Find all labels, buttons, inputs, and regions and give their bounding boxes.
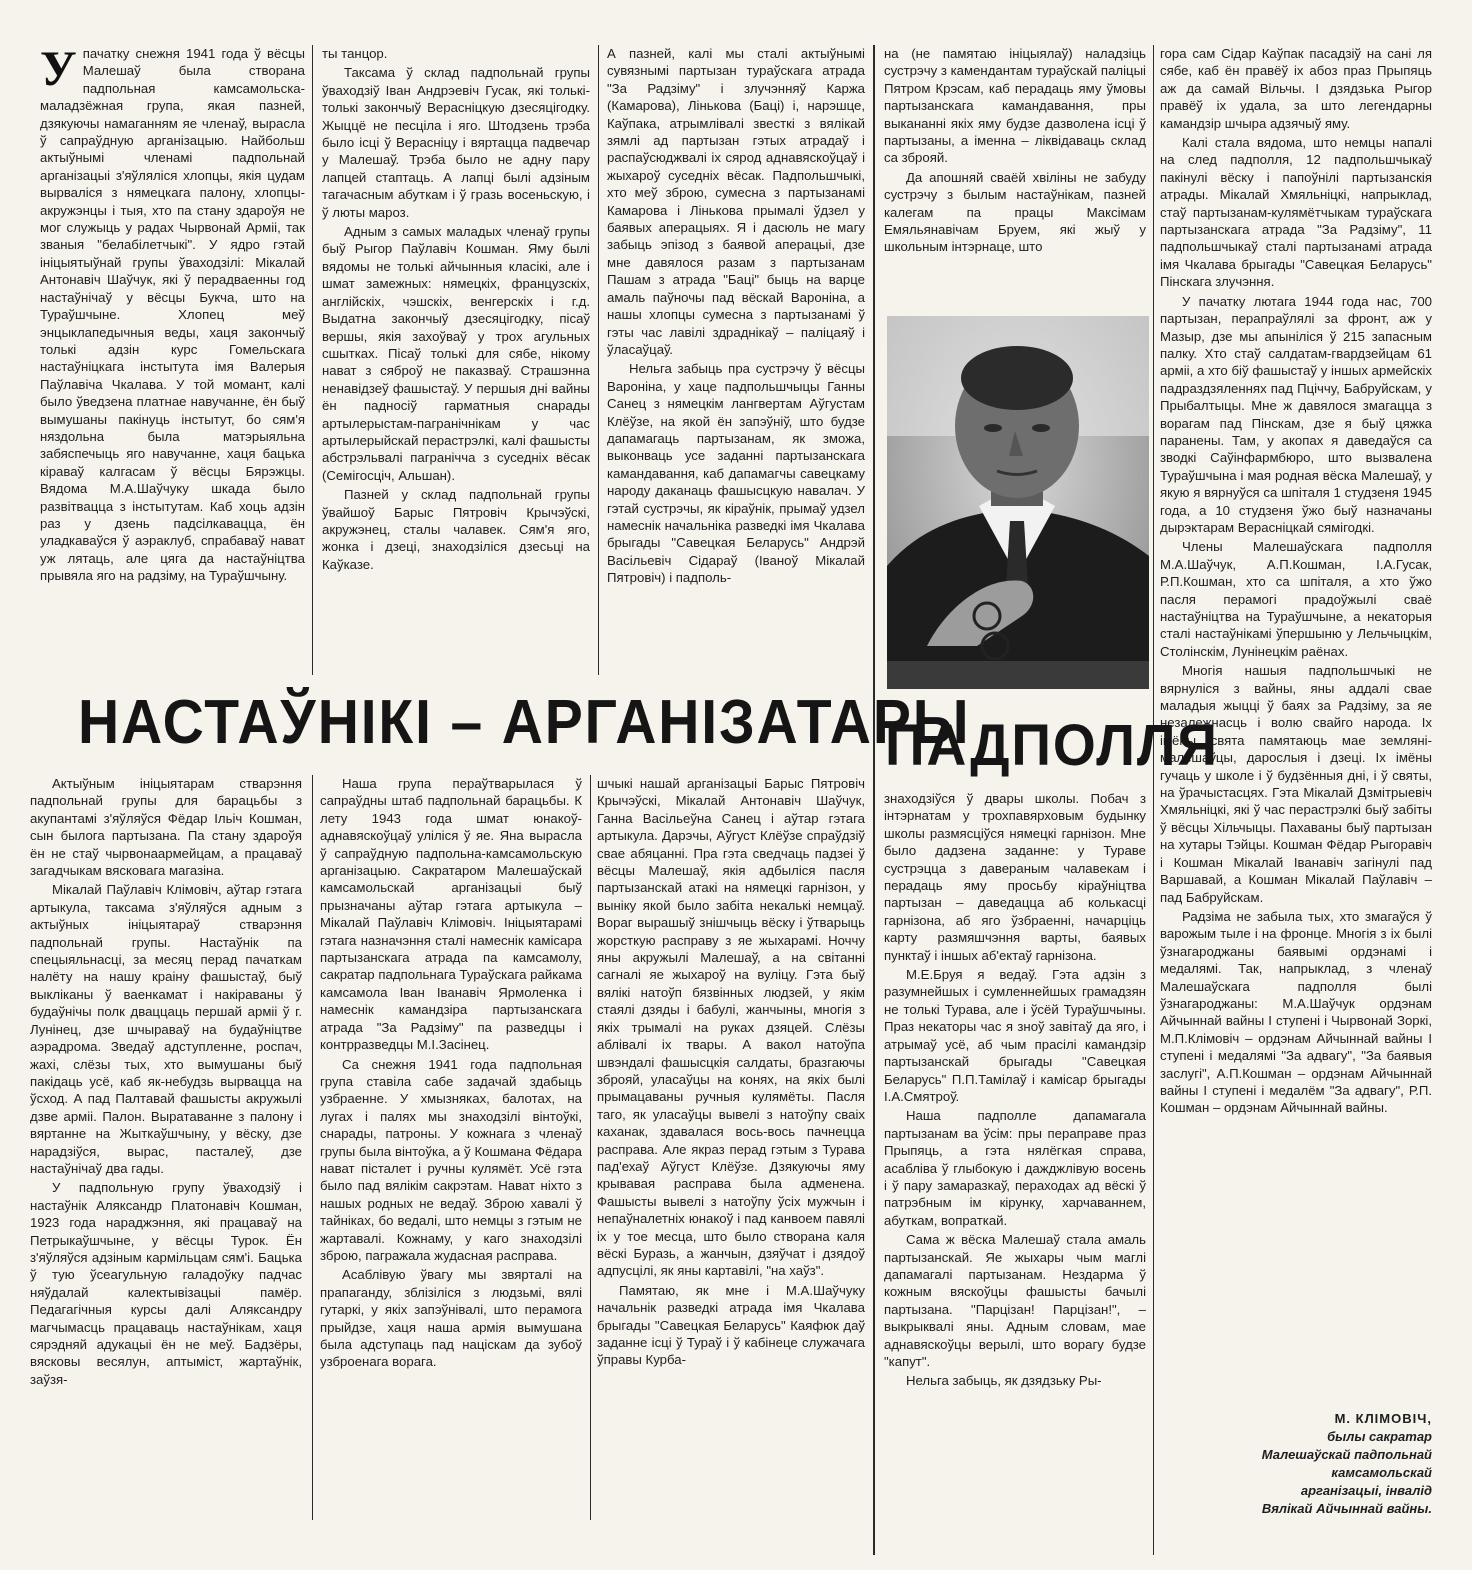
portrait-photo: [887, 316, 1149, 689]
paragraph: Мікалай Паўлавіч Клімовіч, аўтар гэтага артыкула, таксама з'яўляўся адным з актыўных ініцыятараў стварэння падпольнай групы. Настаўнік па спецыяльнасці, за месяц перад пачаткам налёту на нашу краіну фашыстаў, быў выкліканы ў ваенкамат і накіраваны ў будаўнічы полк дваццаць першай арміі ў г. Лунінец, дзе шчыраваў на будаўніцтве аэрадрома. Зведаў адступленне, роспач, жахі, слёзы тых, хто вымушаны быў пакідаць усё, каб як-небудзь вырвацца на ўсход. А пад Палтавай фашысты акружылі дзве арміі. Палон. Выратаванне з палону і вяртанне на Жыткаўшчыну, у вёску, дзе нарадзіўся, вырас, пасталеў, дзе настаўнічаў два гады.: [30, 882, 302, 1176]
author-signature: [1160, 1410, 1432, 1518]
headline-part-2: ПАДПОЛЛЯ: [885, 713, 1219, 778]
paragraph: Нельга забыць, як дзядзьку Ры-: [906, 1373, 1102, 1389]
column-rule: [1153, 45, 1154, 1555]
author-title-line: камсамольскай: [1331, 1465, 1432, 1480]
paragraph: Да апошняй сваёй хвіліны не забуду сустрэчу з былым настаўнікам, пазней калегам па працы Максімам Емяльянавічам Бруем, які жыў у школьным інтэрнаце, што: [884, 169, 1146, 255]
paragraph: ты танцор.: [322, 46, 388, 61]
paragraph: Памятаю, як мне і М.А.Шаўчуку начальнік разведкі атрада імя Чкалава брыгады "Савецкая Беларусь" Каяфюк даў заданне ісці ў Тураў і ў кабінеце служачага ўправы Курба-: [597, 1282, 865, 1368]
paragraph: Калі стала вядома, што немцы напалі на след падполля, 12 падпольшчыкаў пакінулі вёску і папоўнілі партызанскія атрады. Мікалай Хмяльніцкі, напрыклад, стаў партызанам-кулямётчыкам тураўскага партызанскага атрада "За Радзіму", 11 падпольшчыкаў сталі партызанамі атрада імя Чкалава брыгады "Савецкая Беларусь" Пінскага злучэння.: [1160, 135, 1432, 290]
article-column-2: [322, 45, 590, 675]
paragraph: Пазней у склад падпольнай групы ўвайшоў Барыс Пятровіч Крычэўскі, акружэнец, сталы чалавек. Сям'я яго, жонка і дзеці, знаходзіліся дзесьці на Каўказе.: [322, 487, 590, 572]
paragraph: Таксама ў склад падпольнай групы ўваходзіў Іван Андрэевіч Гусак, які толькі-толькі закончыў Верасніцкую дзесяцігодку. Жыццё не песціла і яго. Штодзень трэба было ісці ў Верасніцу і вяртацца падвечар у Малешаў. Трэба было не адну пару лапцей стаптаць. А лапці былі адзіным тагачасным абуткам і ў гразь восеньскую, і ў люты мароз.: [322, 65, 590, 220]
dropcap: У: [40, 45, 77, 96]
paragraph: шчыкі нашай арганізацыі Барыс Пятровіч Крычэўскі, Мікалай Антонавіч Шаўчук, Ганна Васільеўна Санец і аўтар гэтага артыкула. Дарэчы, Аўгуст Клёўзе спраўдзіў свае абяцанні. Пра гэта сведчаць падзеі ў вёсцы Малешаў, якія адбыліся пасля партызанскай атакі на нямецкі гарнізон, у выніку якой было забіта некалькі немцаў. Вораг вырашыў знішчыць вёску і ўтварыць жорсткую расправу з яе жыхарамі. Ноччу яны акружылі Малешаў, а на світанні сагналі яе жыхароў на вуліцу. Гэта быў вялікі натоўп бязвінных людзей, у якім стаялі дзяды і бабулі, жанчыны, многія з якіх трымалі на руках дзяцей. Слёзы аблівалі іх твары. А вакол натоўпа швэндалі фашысцкія салдаты, бразгаючы зброяй, уласаўцы на конях, на якіх былі прымацаваны ручныя кулямёты. Пасля таго, як уласаўцы вывелі з натоўпу сваіх каханак, здавалася вось-вось пачнецца расправа. Але якраз перад гэтым з Турава пад'ехаў Аўгуст Клёўзе. Дзякуючы яму крывавая расправа была адменена. Фашысты вывелі з натоўпу ўсіх мужчын і непаўналетніх юнакоў і пад канвоем павялі іх у тое месца, што было створана каля вёскі Буразь, а жанчын, дзяўчат і дзядоў адпусцілі, як яны картавілі, "на хаўз".: [597, 776, 865, 1279]
paragraph: Многія нашыя падпольшчыкі не вярнуліся з вайны, яны аддалі свае маладыя жыцці ў баях за Радзіму, за яе незалежнасць і волю свайго народа. Іх імёны свята памятаюць мае земляні-малешаўцы, дарослыя і дзеці. Іх імёны гучаць у школе і ў будзённыя дні, і ў святы, на ўрачыстасцях. Гэта Мікалай Дзмітрыевіч Хмяльніцкі, які ў час перастрэлкі быў забіты ў вёсцы Хільчыцы. Пахаваны быў партызан на хутары Тэйцы. Кошман Фёдар Рыгоравіч і Кошман Мікалай Іванавіч загінулі пад Варшавай, а Кошман Мікалай Паўлавіч – пад Бабруйскам.: [1160, 663, 1432, 905]
article-column-4: [884, 45, 1146, 310]
column-rule: [312, 775, 313, 1520]
article-column-8: [597, 775, 865, 1520]
paragraph: пачатку снежня 1941 года ў вёсцы Малешаў была створана падпольная камсамольска-маладзёжная група, якая пазней, дзякуючы намаганням яе членаў, вырасла ў сапраўдную арганізацыю. Найбольш актыўнымі членамі падпольнай арганізацыі з'яўляліся хлопцы, якія цудам вырваліся з нямецкага палону, хлопцы-акружэнцы і тыя, хто па стану здароўя не мог служыць у радах Чырвонай Арміі, так званыя "белабілетчыкі". У ядро гэтай ініцыятыўнай групы ўваходзілі: Мікалай Антонавіч Шаўчук, які ў перадваенны год настаўнічаў у вёсцы Букча, што на Тураўшчыне. Хлопец меў энцыклапедычныя веды, хаця закончыў толькі адзін курс Гомельскага настаўніцкага інстытута імя Валерыя Паўлавіча Чкалава. У той момант, калі было ўведзена платнае навучанне, ён быў вымушаны пакінуць інстытут, бо сям'я няздольна была матэрыяльна забяспечыць яго навучанне, хаця бацька кіраваў калгасам ў вёсцы Бярэжцы. Вядома М.А.Шаўчуку шкада было развітвацца з інстытутам. Каб хоць адзін раз у дзень падсілкавацца, ён уладкаваўся ў аэраклуб, спрабаваў нават уж лятаць, але цяга да настаўніцтва прывяла яго на радзіму, на Тураўшчыну.: [40, 46, 305, 584]
paragraph: М.Е.Бруя я ведаў. Гэта адзін з разумнейшых і сумленнейшых грамадзян не толькі Турава, але і ўсёй Тураўшчыны. Праз некаторы час я зноў завітаў да яго, і атрымаў усё, аб чым прасілі камандзір партызанскай брыгады "Савецкая Беларусь" П.П.Тамілаў і камісар брыгады І.А.Смятроў.: [884, 967, 1146, 1104]
paragraph: Актыўным ініцыятарам стварэння падпольнай групы для барацьбы з акупантамі з'яўляўся Фёдар Ільіч Кошман, сын былога партызана. Па стану здароўя ён не стаў чырвонаармейцам, а працаваў загадчыкам вясковага магазіна.: [30, 776, 302, 879]
paragraph: Адным з самых маладых членаў групы быў Рыгор Паўлавіч Кошман. Яму былі вядомы не толькі айчынныя класікі, але і шмат замежных: нямецкіх, французскіх, англійскіх, чэшскіх, венгерскіх і г.д. Выдатна закончыў дзесяцігодку, пісаў вершы, якія захоўваў у трох агульных сшытках. Пісаў толькі для сябе, нікому нават з сяброў не паказваў. Страшэнна ненавідзеў фашыстаў. У першыя дні вайны ён падносіў гарматныя снарады артылерыстам-пагранічнікам у час артылерыйскай перастрэлкі, калі фашысты абстрэльвалі пагранічча з суседніх вёсак (Семігосціч, Альшан).: [322, 224, 590, 483]
article-column-1: [40, 45, 305, 675]
headline-part-1: НАСТАЎНІКІ – АРГАНІЗАТАРЫ: [78, 688, 971, 757]
paragraph: Наша падполле дапамагала партызанам ва ўсім: пры пераправе праз Прыпяць, а гэта нялёгкая справа, асабліва ў глыбокую і дажджлівую восень і ў пару замаразкаў, пераходах ад вёскі ў патрэбным ім кірунку, харчаваннем, абуткам, вопраткай.: [884, 1108, 1146, 1228]
paragraph: Са снежня 1941 года падпольная група ставіла сабе задачай здабыць узбраенне. У хмызняках, балотах, на лугах і палях мы знаходзілі вінтоўкі, снарады, патроны. У кожнага з членаў групы была вінтоўка, а ў Кошмана Фёдара нават пісталет і ручны кулямёт. Усё гэта было пад вялікім сакрэтам. Нават ніхто з нашых родных не ведаў. Зброю хавалі ў тайніках, бо ведалі, што немцы з гэтым не жартавалі. Кожнаму, у каго знаходзілі зброю, пагражала жудасная расправа.: [320, 1056, 582, 1263]
column-rule: [598, 45, 599, 675]
author-title-line: былы сакратар: [1327, 1429, 1432, 1444]
article-column-9: [884, 790, 1146, 1530]
column-rule: [590, 775, 591, 1520]
paragraph: Члены Малешаўскага падполля М.А.Шаўчук, А.П.Кошман, І.А.Гусак, Р.П.Кошман, хто са шпіталя, а хто ўжо пасля перамогі прадоўжылі сваё настаўніцтва на Тураўшчыне, а некаторыя сталі настаўнікамі ўпершыню у Лельчыцкім, Столінскім, Лунінецкім раёнах.: [1160, 539, 1432, 659]
author-title-line: Малешаўскай падпольнай: [1261, 1447, 1432, 1462]
paragraph: гора сам Сідар Каўпак пасадзіў на сані ля сябе, каб ён правёў іх абоз праз Прыпяць аж да самай Вільчы. І дзядзька Рыгор правёў іх удала, за што легендарны камандзір шчыра адзячыў яму.: [1160, 46, 1432, 131]
paragraph: знаходзіўся ў двары школы. Побач з інтэрнатам у трохпавярховым будынку школы размясціўся нямецкі гарнізон. Мне было дадзена заданне: у Тураве сустрэцца з даверaным чалавекам і перадаць яму просьбу кіраўніцтва партызан – даведацца аб колькасці гарнізона, аб яго ўзбраенні, начарціць карту размяшчэння варты, баявых пунктаў і іншых аб'ектаў гарнізона.: [884, 791, 1146, 963]
paragraph: Нельга забыць пра сустрэчу ў вёсцы Вароніна, у хаце падпольшчыцы Ганны Санец з нямецкім лангвертам Аўгустам Клёўзе, на якой ён запэўніў, што будзе дапамагаць партызанам, як зможа, выконваць усе заданні партызанскага камандавання, каб дапамагчы савецкаму народу даканаць фашысцкую навалач. У гэтай сустрэчы, як кіраўнік, прымаў удзел намеснік начальніка разведкі імя Чкалава брыгады "Савецкая Беларусь" Андрэй Васільевіч Сідараў (Іваноў Мікалай Пятровіч) і падполь-: [607, 361, 865, 586]
paragraph: Наша група пераўтварылася ў сапраўдны штаб падпольнай барацьбы. К лету 1943 года шмат юнакоў-аднавяскоўцаў уліліся ў яе. Яна вырасла ў сапраўдную падпольна-камсамольскую арганізацыю. Сакратаром Малешаўскай камсамольскай арганізацыі быў прызначаны аўтар гэтага артыкула – Мікалай Паўлавіч Клімовіч. Ініцыятарамі гэтага назначэння сталі намеснік камісара партызанскага атрада па камсамолу, сакратар падпольнага Тураўскага райкама камсамола Іван Іванавіч Ярмоленка і намеснік камандзіра партызанскага атрада "За Радзіму" па разведцы і контрразведцы М.І.Засінец.: [320, 776, 582, 1053]
author-name: М. КЛІМОВІЧ,: [1334, 1411, 1432, 1426]
article-column-6: [30, 775, 302, 1520]
paragraph: У пачатку лютага 1944 года нас, 700 партызан, перапраўлялі за фронт, аж у Мазыр, дзе мы апыніліся ў 215 запасным палку. Хто стаў салдатам-гвардзейцам 61 арміі, а хто біў фашыстаў у іншых армейскіх падраздзяленнях пад Пціччу, Бабруйскам, у Прыбалтыцы. Мне ж давялося змагацца з ворагам пад Пінскам, дзе я быў цяжка паранены. Там, у акопах я даведаўся са зводкі Саўінфармбюро, што вызвалена Тураўшчына і мая родная вёска Малешаў, у якую я вярнуўся са шпіталя 1 студзеня 1945 года, а 10 студзеня ўжо быў назначаны дырэктарам Верасніцкай сямігодкі.: [1160, 293, 1432, 535]
paragraph: Сама ж вёска Малешаў стала амаль партызанскай. Яе жыхары чым маглі дапамагалі партызанам. Нездарма ў кожным вяскоўцы фашысты бачылі партызана. "Парцізан! Парцізан!", – выкрыквалі яны. Адным словам, мае аднавяскоўцы верылі, што ворагу будзе "капут".: [884, 1232, 1146, 1369]
paragraph: А пазней, калі мы сталі актыўнымі сувязнымі партызан тураўскага атрада "За Радзіму" і злучэнняў Каржа (Камарова), Лінькова (Баці) і, нарэшце, Каўпака, атрымлівалі звесткі з вялікай зямлі ад партызан гэтых атрадаў і распаўсюджвалі іх сярод аднавяскоўцаў і жыхароў суседніх вёсак. Падпольшчыкі, хто меў зброю, сумесна з партызанамі Камарова і Лінькова прымалі ўдзел у баявых аперацыях. Я і дасюль не магу забыць эпізод з баявой аперацыі, дзе мне давялося разам з партызанам Пашам з атрада "Баці" быць на варце амаль паўночы пад вёскай Вароніна, а нашы хлопцы сумесна з партызанамі ў гэты час лавілі здраднікаў – паліцаяў і ўласаўцаў.: [607, 46, 865, 357]
column-rule: [873, 45, 875, 1555]
portrait-image: [887, 316, 1149, 689]
paragraph: У падпольную групу ўваходзіў і настаўнік Аляксандр Платонавіч Кошман, 1923 года нараджэння, які працаваў на Петрыкаўшчыне, у вёсцы Турок. Ён з'яўляўся адзіным кармільцам сям'і. Бацька ў тую ўсеагульную галадоўку падчас няўдалай калектывізацыі памёр. Педагагічныя курсы далі Аляксандру магчымасць працаваць настаўнікам, хаця сярэдняй адукацыі ён не меў. Бадзёры, вясковы весялун, аптыміст, жартаўнік, заўзя-: [30, 1180, 302, 1387]
column-rule: [312, 45, 313, 675]
article-column-3: [607, 45, 865, 685]
article-column-7: [320, 775, 582, 1520]
paragraph: Асаблівую ўвагу мы звярталі на прапаганду, зблізіліся з людзьмі, вялі гутаркі, у якіх запэўнівалі, што перамога прыйдзе, хаця наша армія вымушана была адступаць пад націскам да зубоў узброенага ворага.: [320, 1267, 582, 1370]
paragraph: на (не памятаю ініцыялаў) наладзіць сустрэчу з камендантам тураўскай паліцыі Пятром Крэсам, каб перадаць яму ўмовы партызанскага камандавання, пры выкананні якіх яму будзе дазволена ісці ў партызаны, а іменна – ліквідаваць склад са зброяй.: [884, 46, 1146, 166]
author-title-line: Вялікай Айчыннай вайны.: [1261, 1501, 1432, 1516]
paragraph: Радзіма не забыла тых, хто змагаўся ў варожым тыле і на фронце. Многія з іх былі ўзнагароджаны баявымі ордэнамі і медалямі. Так, напрыклад, з членаў Малешаўскага падполля былі ўзнагароджаны: М.А.Шаўчук ордэнам Айчыннай вайны І ступені і Чырвонай Зоркі, М.П.Клімовіч – ордэнам Айчыннай вайны І ступені і медалямі "За адвагу", "За баявыя заслугі", А.П.Кошман – ордэнам Айчыннай вайны І ступені і медалём "За адвагу", Р.П. Кошман – ордэнам Айчыннай вайны.: [1160, 908, 1432, 1116]
author-title-line: арганізацыі, інвалід: [1300, 1483, 1432, 1498]
